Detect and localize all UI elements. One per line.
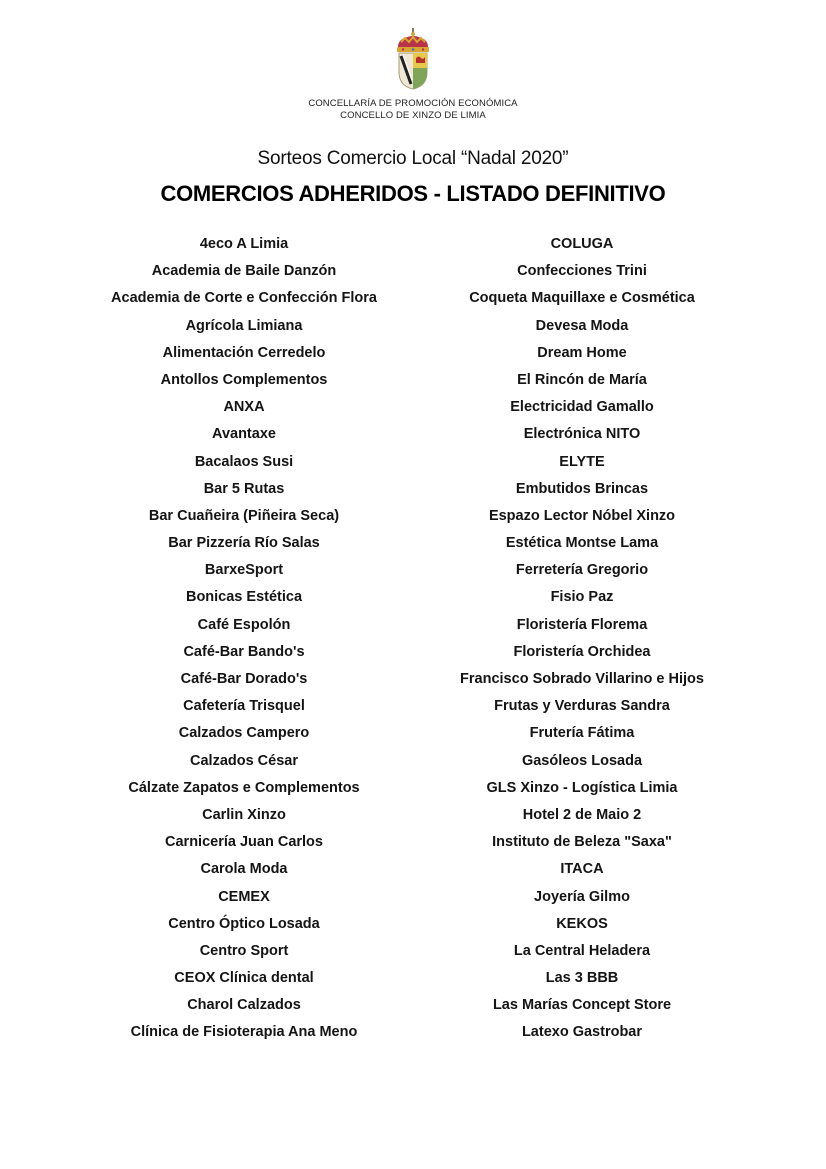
list-item: Academia de Corte e Confección Flora bbox=[111, 290, 377, 307]
list-item: El Rincón de María bbox=[517, 371, 647, 388]
list-item: Carlin Xinzo bbox=[202, 806, 286, 823]
list-item: Calzados Campero bbox=[178, 725, 310, 742]
list-item: Café Espolón bbox=[197, 616, 291, 633]
list-item: Instituto de Beleza "Saxa" bbox=[492, 834, 672, 851]
list-item: Antollos Complementos bbox=[160, 371, 328, 388]
list-item: Latexo Gastrobar bbox=[521, 1024, 643, 1041]
list-item: Carola Moda bbox=[200, 861, 288, 878]
list-item: ELYTE bbox=[559, 453, 605, 470]
list-item: Gasóleos Losada bbox=[521, 752, 643, 769]
coat-of-arms-icon bbox=[393, 28, 433, 90]
business-list-left bbox=[84, 234, 404, 1050]
list-item: Cafetería Trisquel bbox=[183, 698, 305, 715]
list-item: Confecciones Trini bbox=[517, 263, 647, 280]
list-item: 4eco A Limia bbox=[199, 236, 289, 252]
business-list-right bbox=[432, 234, 732, 1050]
list-item: Bonicas Estética bbox=[185, 589, 303, 606]
list-item: ITACA bbox=[560, 861, 604, 878]
list-item: COLUGA bbox=[550, 236, 614, 252]
list-item: KEKOS bbox=[556, 915, 608, 932]
list-item: Floristería Florema bbox=[516, 616, 648, 633]
list-item: Dream Home bbox=[537, 344, 627, 361]
list-item: Bar 5 Rutas bbox=[203, 480, 285, 497]
list-item: Cálzate Zapatos e Complementos bbox=[128, 779, 360, 796]
list-item: Alimentación Cerredelo bbox=[162, 344, 326, 361]
list-item: Carnicería Juan Carlos bbox=[165, 834, 323, 851]
list-item: Agrícola Limiana bbox=[185, 317, 303, 334]
list-item: Centro Óptico Losada bbox=[168, 915, 320, 932]
list-item: Las 3 BBB bbox=[545, 970, 619, 987]
list-item: Frutería Fátima bbox=[529, 725, 635, 742]
list-item: CEOX Clínica dental bbox=[174, 970, 314, 987]
list-item: Café-Bar Dorado's bbox=[180, 671, 308, 687]
list-item: Estética Montse Lama bbox=[505, 535, 659, 552]
list-item: Devesa Moda bbox=[535, 317, 629, 334]
list-item: Bar Pizzería Río Salas bbox=[168, 535, 320, 552]
list-item: Ferretería Gregorio bbox=[515, 562, 649, 579]
list-item: Clínica de Fisioterapia Ana Meno bbox=[130, 1024, 358, 1041]
list-item: Calzados César bbox=[190, 752, 298, 769]
list-item: CEMEX bbox=[218, 888, 270, 905]
list-item: Espazo Lector Nóbel Xinzo bbox=[488, 507, 676, 524]
list-item: Hotel 2 de Maio 2 bbox=[522, 806, 642, 823]
list-item: Charol Calzados bbox=[187, 997, 301, 1014]
list-item: Bar Cuañeira (Piñeira Seca) bbox=[148, 507, 340, 524]
list-item: Floristería Orchidea bbox=[513, 643, 651, 660]
list-item: ANXA bbox=[223, 399, 265, 416]
list-item: BarxeSport bbox=[204, 562, 284, 579]
list-item: GLS Xinzo - Logística Limia bbox=[486, 779, 678, 796]
list-item: Embutidos Brincas bbox=[515, 480, 649, 497]
list-item: Academia de Baile Danzón bbox=[151, 263, 337, 280]
list-item: Francisco Sobrado Villarino e Hijos bbox=[460, 671, 704, 687]
list-item: Centro Sport bbox=[199, 942, 289, 959]
document-subtitle: Sorteos Comercio Local “Nadal 2020” bbox=[257, 148, 569, 169]
org-department: CONCELLARÍA DE PROMOCIÓN ECONÓMICA bbox=[308, 98, 518, 109]
document-title: COMERCIOS ADHERIDOS - LISTADO DEFINITIVO bbox=[160, 181, 666, 206]
list-item: Coqueta Maquillaxe e Cosmética bbox=[469, 290, 695, 307]
list-item: Fisio Paz bbox=[550, 589, 614, 606]
list-item: Frutas y Verduras Sandra bbox=[494, 698, 670, 715]
list-item: Electrónica NITO bbox=[523, 426, 641, 443]
list-item: Avantaxe bbox=[212, 426, 276, 443]
list-item: Bacalaos Susi bbox=[194, 453, 294, 470]
list-item: Café-Bar Bando's bbox=[183, 643, 305, 660]
org-municipality: CONCELLO DE XINZO DE LIMIA bbox=[340, 110, 486, 121]
list-item: La Central Heladera bbox=[513, 942, 651, 959]
list-item: Electricidad Gamallo bbox=[510, 399, 654, 416]
list-item: Las Marías Concept Store bbox=[492, 997, 672, 1014]
list-item: Joyería Gilmo bbox=[534, 888, 630, 905]
